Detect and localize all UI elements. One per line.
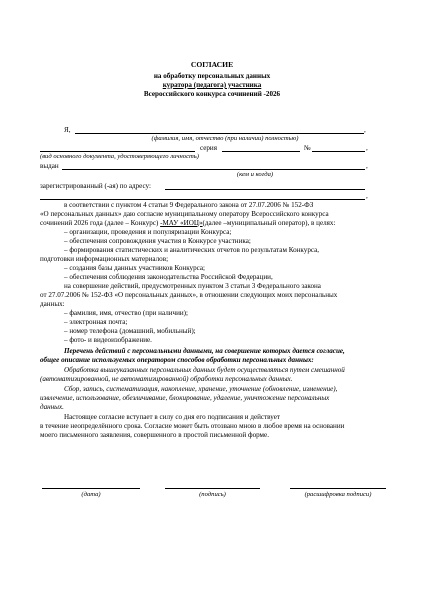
- goal-3: – формирования статистических и аналитических отчетов по результатам Конкурса,: [64, 246, 320, 254]
- address-line-1: [165, 189, 365, 190]
- actions-list-line-1: Сбор, запись, систематизация, накопление, хранение, уточнение (обновление, изменение),: [64, 385, 338, 393]
- series-label: серия: [200, 144, 217, 152]
- data-item-1: – фамилия, имя, отчество (при наличии);: [64, 309, 189, 317]
- issued-caption: (кем и когда): [236, 171, 274, 178]
- fullname-caption: (фамилия, имя, отчество (при наличии) полностью): [151, 135, 299, 142]
- title-line-4: Всероссийского конкурса сочинений -2026: [143, 90, 281, 98]
- paragraph-1-line-2: «О персональных данных» даю согласие муниципальному оператору Всероссийского конкурса: [40, 210, 329, 218]
- paragraph-2-line-2: от 27.07.2006 № 152-ФЗ «О персональных данных», в отношении следующих моих персональных: [40, 291, 338, 299]
- actions-list-line-2: извлечение, использование, обезличивание, блокирование, удаление, уничтожение персональных: [40, 394, 330, 402]
- goal-2: – обеспечения сопровождения участия в Конкурсе участника;: [64, 237, 251, 245]
- final-line-1: Настоящее согласие вступает в силу со дня его подписания и действует: [64, 413, 280, 421]
- goal-1: – организации, проведения и популяризации Конкурса;: [64, 228, 232, 236]
- date-caption: (дата): [81, 491, 101, 498]
- title-line-2: на обработку персональных данных: [153, 72, 271, 80]
- operator-name: -МАУ «ИОЦ»: [160, 219, 203, 227]
- final-line-3: моего письменного заявления, совершенного в простой письменной форме.: [40, 431, 269, 439]
- paragraph-2-line-3: данных:: [40, 300, 65, 308]
- number-line: [312, 151, 365, 152]
- signature-line: [165, 488, 260, 489]
- processing-line-1: Обработка вышеуказанных персональных данных будет осуществляться путем смешанной: [64, 366, 345, 374]
- document-title: СОГЛАСИЕ: [190, 60, 234, 69]
- paragraph-2-line-1: на совершение действий, предусмотренных пунктом 3 статьи 3 Федерального закона: [64, 282, 321, 290]
- paragraph-1-line-3: сочинений 2026 года (далее – Конкурс) -МАУ «ИОЦ»(далее –муниципальный оператор), в целях:: [40, 219, 336, 227]
- number-label: №: [304, 144, 311, 152]
- goal-5: – обеспечения соблюдения законодательства Российской Федерации,: [64, 273, 273, 281]
- final-line-2: в течение неопределённого срока. Согласие может быть отозвано мною в любое время на основании: [40, 422, 345, 430]
- actions-list-line-3: данных.: [40, 403, 64, 411]
- address-line-2: [40, 199, 365, 200]
- data-item-2: – электронная почта;: [64, 318, 128, 326]
- signature-decode-caption: (расшифровка подписи): [304, 491, 372, 498]
- processing-line-2: (автоматизированной, не автоматизированной) обработки персональных данных.: [40, 375, 293, 383]
- goal-3-cont: подготовки информационных материалов;: [40, 255, 169, 263]
- date-line: [42, 488, 140, 489]
- issued-line: [62, 169, 365, 170]
- goal-4: – создания базы данных участников Конкурса;: [64, 264, 205, 272]
- actions-heading-line-2: общее описание используемых оператором способов обработки персональных данных:: [40, 356, 314, 364]
- title-line-3: куратора (педагога) участника: [162, 81, 262, 89]
- actions-heading-line-1: Перечень действий с персональными данными, на совершение которых дается согласие,: [64, 347, 345, 355]
- signature-decode-line: [290, 488, 386, 489]
- consent-document: СОГЛАСИЕ на обработку персональных данных куратора (педагога) участника Всероссийского конкурса сочинений -2026 Я, , (фамилия, имя, отчество (при наличии) полностью) серия № , (вид основного документа, удостоверяющего личность) выдан , (кем и когда) зарегистрированный (-ая) по адресу: , в соответствии с пунктом 4 статьи 9 Федерального закона от 27.07.2006 № 152-ФЗ «О персональных данных» даю согласие муниципальному оператору Всероссийского конкурса сочинений 2026 года (далее – Конкурс) -МАУ «ИОЦ»(далее –муниципальный оператор), в целях: – организации, проведения и популяризации Конкурса; – обеспечения сопровождения участия в Конкурсе участника; – формирования статистических и аналитических отчетов по результатам Конкурса, подготовки информационных материалов; – создания базы данных участников Конкурса; – обеспечения соблюдения законодательства Российской Федерации, на совершение действий, предусмотренных пунктом 3 статьи 3 Федерального закона от 27.07.2006 № 152-ФЗ «О персональных данных», в отношении следующих моих персональных данных: – фамилия, имя, отчество (при наличии); – электронная почта; – номер телефона (домашний, мобильный); – фото- и видеоизображение. Перечень действий с персональными данными, на совершение которых дается согласие, общее описание используемых оператором способов обработки персональных данных: Обработка вышеуказанных персональных данных будет осуществляться путем смешанной (автоматизированной, не автоматизированной) обработки персональных данных. Сбор, запись, систематизация, накопление, хранение, уточнение (обновление, изменение), извлечение, использование, обезличивание, блокирование, удаление, уничтожение персональных данных. Настоящее согласие вступает в силу со дня его подписания и действует в течение неопределённого срока. Согласие может быть отозвано мною в любое время на основании моего письменного заявления, совершенного в простой письменной форме. (дата) (подпись) (расшифровка подписи): [0, 0, 424, 600]
- data-item-4: – фото- и видеоизображение.: [64, 336, 152, 344]
- fullname-line: [75, 133, 364, 134]
- signature-caption: (подпись): [199, 491, 226, 498]
- series-line: [222, 151, 300, 152]
- data-item-3: – номер телефона (домашний, мобильный);: [64, 327, 196, 335]
- ya-label: Я,: [64, 126, 71, 134]
- issued-label: выдан: [40, 162, 59, 170]
- document-type-line: [40, 151, 195, 152]
- paragraph-1-line-1: в соответствии с пунктом 4 статьи 9 Федерального закона от 27.07.2006 № 152-ФЗ: [64, 201, 314, 209]
- address-label: зарегистрированный (-ая) по адресу:: [40, 182, 151, 190]
- document-caption: (вид основного документа, удостоверяющего личность): [40, 153, 199, 160]
